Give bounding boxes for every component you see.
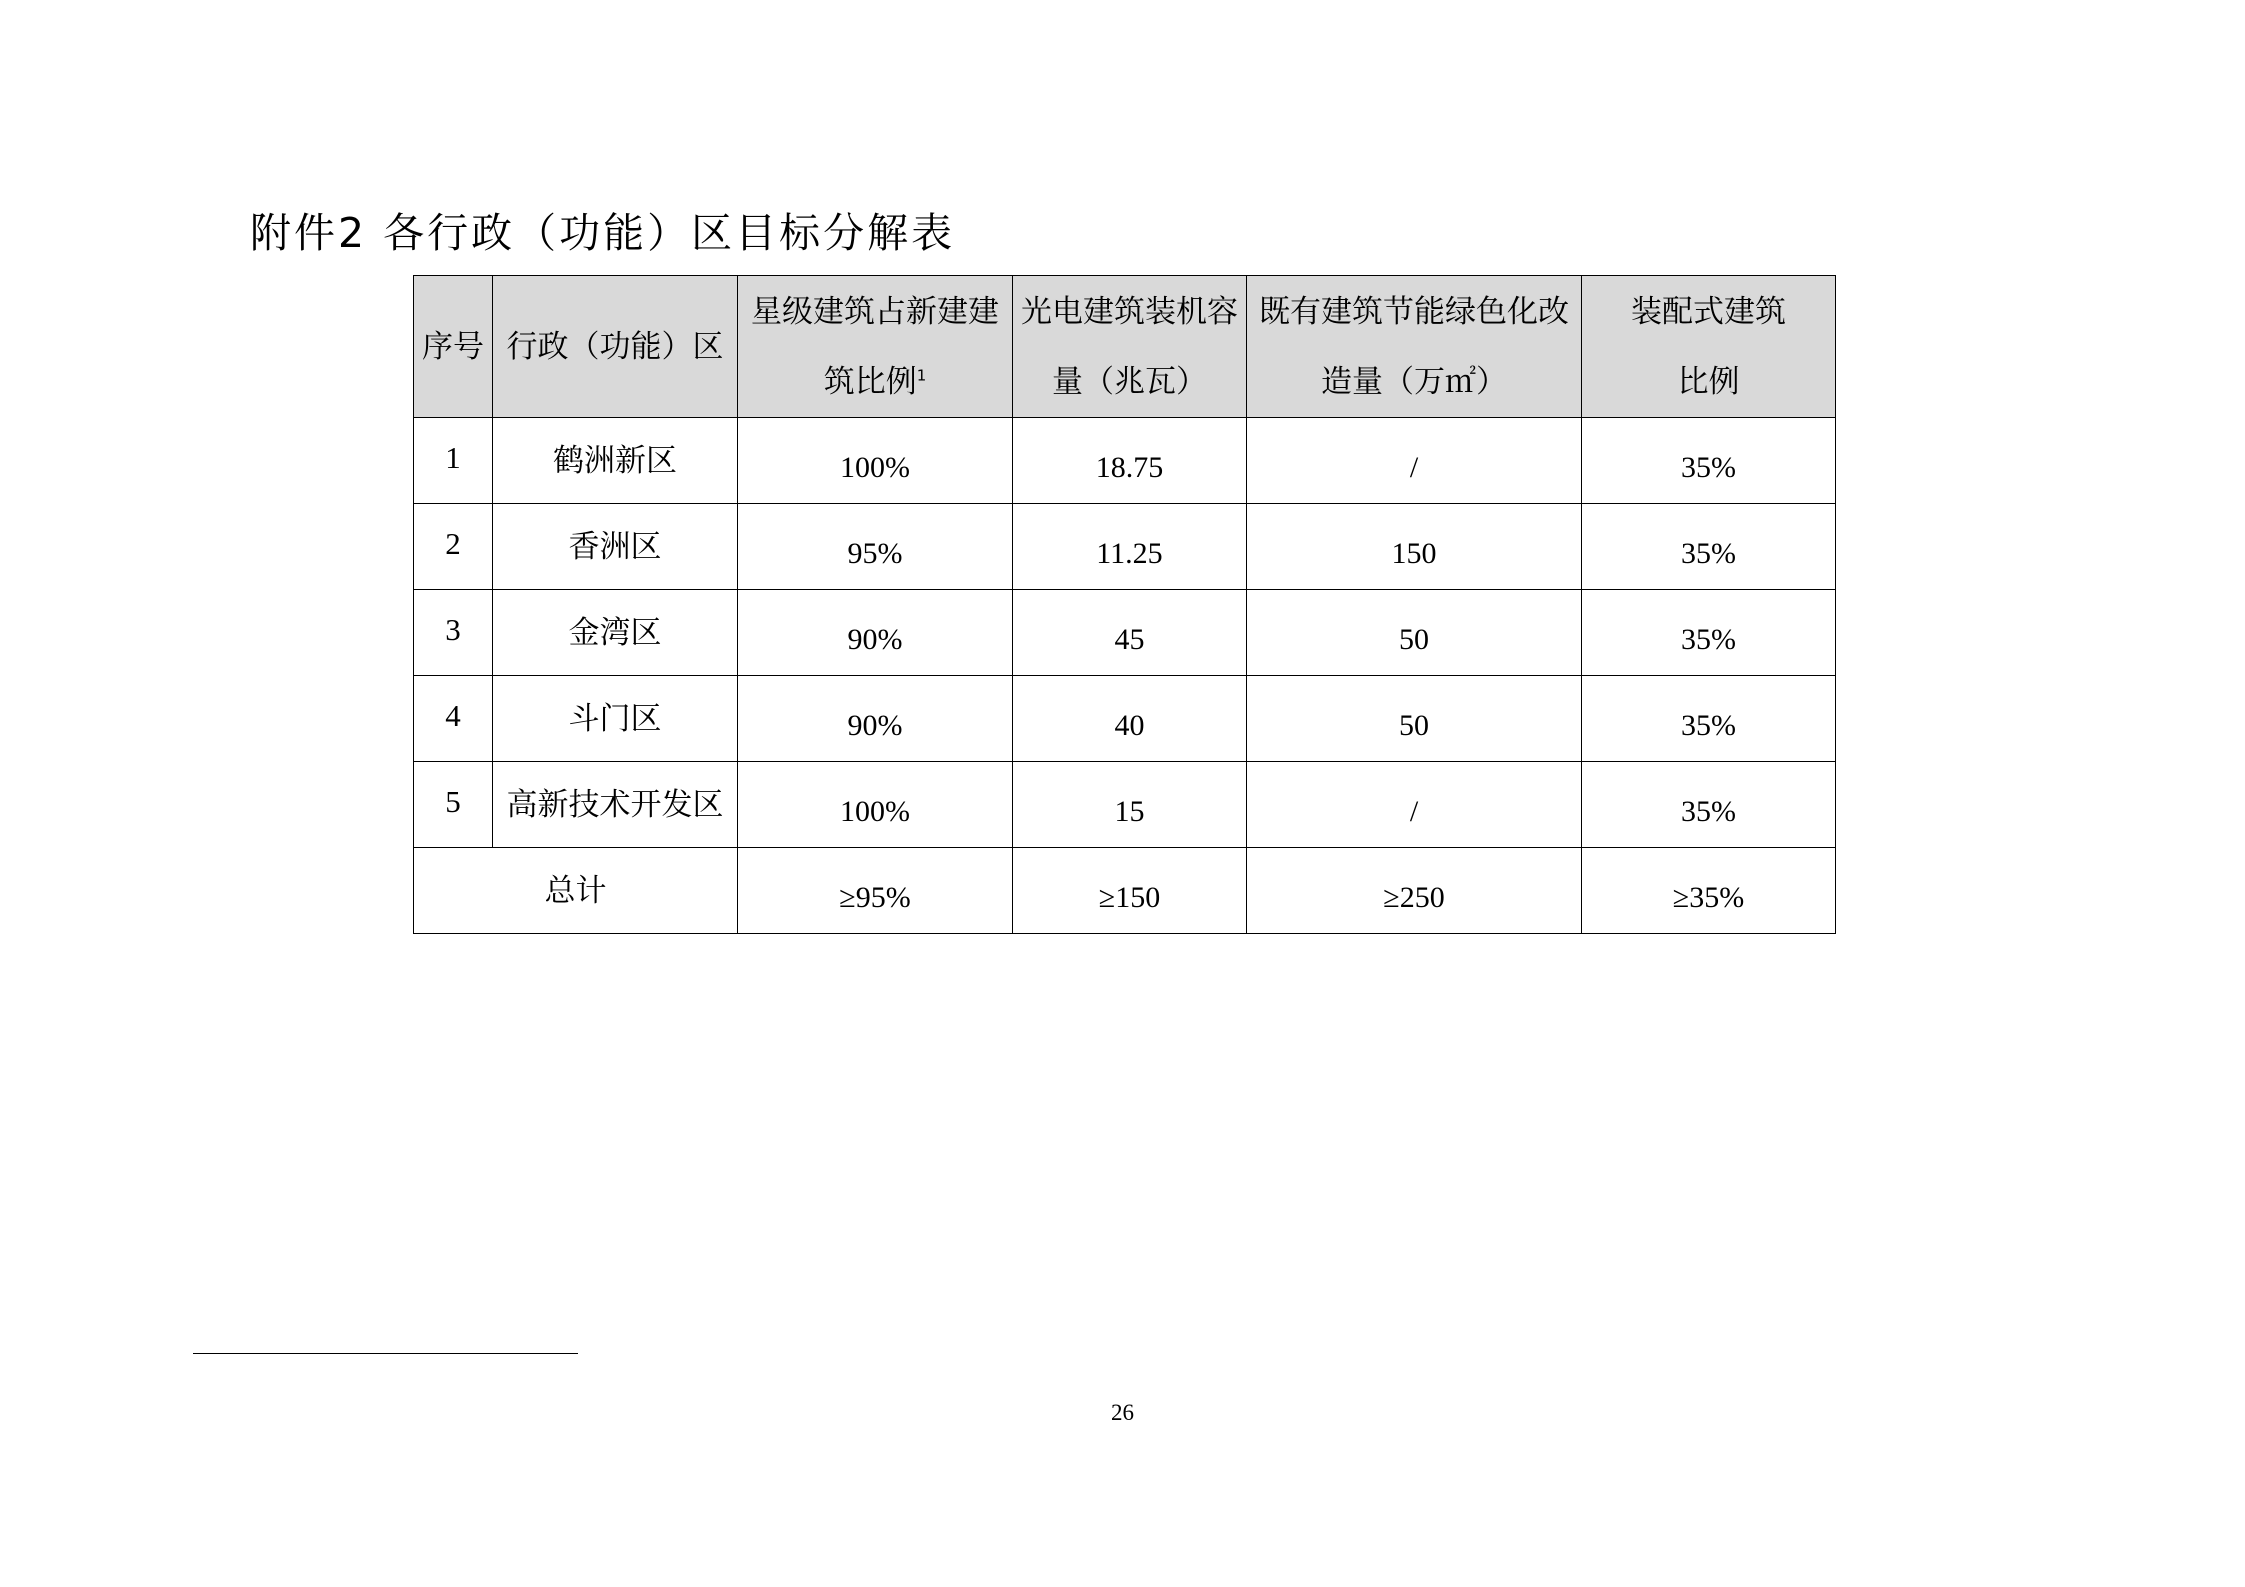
row-retrofit-area: 50 [1247, 676, 1582, 762]
row-pv-capacity: 18.75 [1013, 418, 1247, 504]
row-star-ratio: 90% [738, 676, 1013, 762]
total-star-ratio: ≥95% [738, 848, 1013, 934]
row-district: 鹤洲新区 [493, 418, 738, 504]
row-district: 斗门区 [493, 676, 738, 762]
row-district: 金湾区 [493, 590, 738, 676]
total-prefab-ratio: ≥35% [1582, 848, 1836, 934]
row-pv-capacity: 45 [1013, 590, 1247, 676]
header-retrofit-area [1247, 276, 1582, 418]
header-district: 行政（功能）区 [493, 276, 738, 418]
table-row [414, 590, 1836, 676]
row-prefab-ratio: 35% [1582, 762, 1836, 848]
row-index: 5 [414, 762, 493, 848]
header-star-line2: 筑比例 [823, 363, 917, 400]
total-pv-capacity: ≥150 [1013, 848, 1247, 934]
header-retrofit-line1: 既有建筑节能绿色化改 [1259, 293, 1569, 330]
row-district: 香洲区 [493, 504, 738, 590]
header-pv-capacity [1013, 276, 1247, 418]
row-prefab-ratio: 35% [1582, 418, 1836, 504]
row-prefab-ratio: 35% [1582, 590, 1836, 676]
footnote-mark: 1 [916, 366, 927, 385]
row-star-ratio: 90% [738, 590, 1013, 676]
header-star-line1: 星级建筑占新建建 [751, 293, 999, 330]
page-number: 26 [1111, 1400, 1134, 1425]
row-pv-capacity: 15 [1013, 762, 1247, 848]
header-pv-line1: 光电建筑装机容 [1021, 293, 1238, 330]
row-district: 高新技术开发区 [493, 762, 738, 848]
table-header-row [414, 276, 1836, 418]
table-row [414, 676, 1836, 762]
target-breakdown-table [413, 275, 1836, 934]
header-retrofit-line2: 造量（万㎡） [1321, 363, 1507, 400]
row-index: 3 [414, 590, 493, 676]
header-prefab-ratio [1582, 276, 1836, 418]
row-prefab-ratio: 35% [1582, 504, 1836, 590]
header-index: 序号 [414, 276, 493, 418]
row-star-ratio: 95% [738, 504, 1013, 590]
table-row [414, 504, 1836, 590]
row-retrofit-area: / [1247, 418, 1582, 504]
row-retrofit-area: / [1247, 762, 1582, 848]
footnote-separator [193, 1353, 578, 1354]
row-prefab-ratio: 35% [1582, 676, 1836, 762]
row-index: 1 [414, 418, 493, 504]
row-index: 2 [414, 504, 493, 590]
table-row [414, 418, 1836, 504]
header-pv-line2: 量（兆瓦） [1052, 363, 1207, 400]
row-retrofit-area: 50 [1247, 590, 1582, 676]
page-title: 附件2 各行政（功能）区目标分解表 [250, 209, 956, 257]
table-total-row [414, 848, 1836, 934]
total-retrofit-area: ≥250 [1247, 848, 1582, 934]
header-star-ratio [738, 276, 1013, 418]
table-row [414, 762, 1836, 848]
row-star-ratio: 100% [738, 762, 1013, 848]
header-prefab-line1: 装配式建筑 [1631, 293, 1786, 330]
total-label: 总计 [414, 848, 738, 934]
row-retrofit-area: 150 [1247, 504, 1582, 590]
row-index: 4 [414, 676, 493, 762]
row-pv-capacity: 40 [1013, 676, 1247, 762]
header-prefab-line2: 比例 [1677, 363, 1740, 400]
row-star-ratio: 100% [738, 418, 1013, 504]
row-pv-capacity: 11.25 [1013, 504, 1247, 590]
